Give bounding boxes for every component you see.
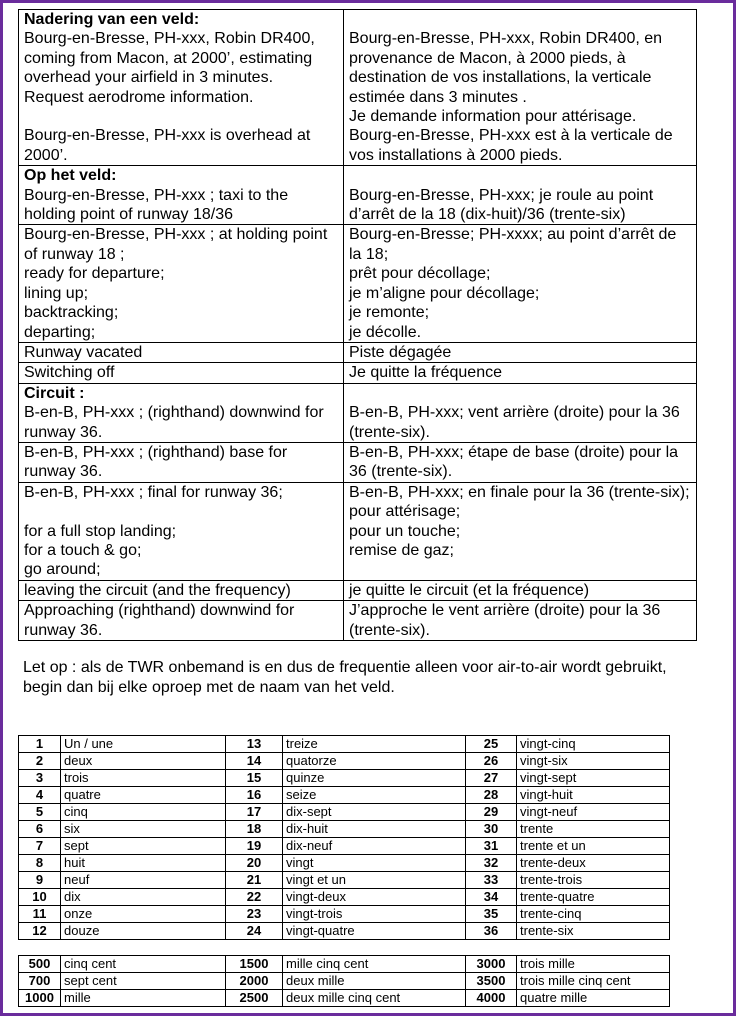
- phrase-french: B-en-B, PH-xxx; étape de base (droite) pour la 36 (trente-six).: [344, 442, 697, 482]
- number-word: dix-sept: [283, 804, 466, 821]
- phrase-english-text: B-en-B, PH-xxx ; final for runway 36; for a full stop landing; for a touch & go; go around;: [24, 483, 283, 579]
- phrase-english-text: Bourg-en-Bresse, PH-xxx, Robin DR400, coming from Macon, at 2000’, estimating overhead your airfield in 3 minutes. Request aerodrome information. Bourg-en-Bresse, PH-xxx is overhead at 2000’.: [24, 30, 315, 164]
- number-value: 14: [226, 753, 283, 770]
- number-value: 30: [466, 821, 517, 838]
- phrase-english-text: B-en-B, PH-xxx ; (righthand) downwind for runway 36.: [24, 404, 329, 441]
- phrase-row: [19, 363, 697, 383]
- numbers-row: [19, 787, 670, 804]
- hundreds-row: [19, 990, 670, 1007]
- phrase-row: [19, 601, 697, 641]
- number-value: 4000: [466, 990, 517, 1007]
- number-value: 24: [226, 923, 283, 940]
- document-body: [18, 9, 697, 698]
- number-value: 13: [226, 736, 283, 753]
- number-value: 19: [226, 838, 283, 855]
- phrase-french: Bourg-en-Bresse; PH-xxxx; au point d’arrêt de la 18; prêt pour décollage; je m’aligne pour décollage; je remonte; je décolle.: [344, 225, 697, 342]
- number-value: 15: [226, 770, 283, 787]
- phrase-french: je quitte le circuit (et la fréquence): [344, 580, 697, 600]
- number-word: trente et un: [517, 838, 670, 855]
- phrase-english: [19, 442, 344, 482]
- phrase-french: Bourg-en-Bresse, PH-xxx, Robin DR400, en provenance de Macon, à 2000 pieds, à destination de vos installations, la verticale estimée dans 3 minutes . Je demande information pour attérisage. Bourg-en-Bresse, PH-xxx est à la verticale de vos installations à 2000 pieds.: [344, 10, 697, 166]
- number-value: 8: [19, 855, 61, 872]
- hundreds-row: [19, 956, 670, 973]
- number-word: trente-cinq: [517, 906, 670, 923]
- section-title: Op het veld:: [24, 167, 117, 185]
- phrase-english: [19, 482, 344, 580]
- phrase-row: [19, 383, 697, 442]
- number-word: douze: [61, 923, 226, 940]
- number-value: 3500: [466, 973, 517, 990]
- phrase-english: [19, 383, 344, 442]
- number-word: sept cent: [61, 973, 226, 990]
- number-word: trente-trois: [517, 872, 670, 889]
- number-word: mille: [61, 990, 226, 1007]
- number-value: 34: [466, 889, 517, 906]
- number-word: trente: [517, 821, 670, 838]
- numbers-row: [19, 838, 670, 855]
- phrase-row: [19, 482, 697, 580]
- number-value: 23: [226, 906, 283, 923]
- number-value: 10: [19, 889, 61, 906]
- number-word: trente-six: [517, 923, 670, 940]
- number-value: 700: [19, 973, 61, 990]
- number-word: quatorze: [283, 753, 466, 770]
- number-word: neuf: [61, 872, 226, 889]
- number-value: 12: [19, 923, 61, 940]
- number-value: 22: [226, 889, 283, 906]
- number-value: 26: [466, 753, 517, 770]
- numbers-row: [19, 736, 670, 753]
- number-word: vingt-six: [517, 753, 670, 770]
- phrase-english: [19, 166, 344, 225]
- number-word: quatre mille: [517, 990, 670, 1007]
- numbers-table: [18, 735, 670, 940]
- number-word: seize: [283, 787, 466, 804]
- phrase-french: B-en-B, PH-xxx; en finale pour la 36 (trente-six); pour attérisage; pour un touche; remise de gaz;: [344, 482, 697, 580]
- phrase-english: [19, 580, 344, 600]
- number-value: 32: [466, 855, 517, 872]
- phrase-row: [19, 442, 697, 482]
- number-value: 36: [466, 923, 517, 940]
- phrase-row: [19, 225, 697, 342]
- hundreds-table: [18, 955, 670, 1007]
- number-word: cinq: [61, 804, 226, 821]
- number-word: vingt et un: [283, 872, 466, 889]
- number-word: Un / une: [61, 736, 226, 753]
- phrase-french: J’approche le vent arrière (droite) pour la 36 (trente-six).: [344, 601, 697, 641]
- number-word: onze: [61, 906, 226, 923]
- number-value: 28: [466, 787, 517, 804]
- number-word: vingt-cinq: [517, 736, 670, 753]
- numbers-row: [19, 889, 670, 906]
- phrase-french: Piste dégagée: [344, 342, 697, 362]
- number-word: six: [61, 821, 226, 838]
- number-word: vingt-trois: [283, 906, 466, 923]
- number-word: vingt-neuf: [517, 804, 670, 821]
- phrase-english-text: Switching off: [24, 364, 115, 382]
- phrase-english-text: Bourg-en-Bresse, PH-xxx ; taxi to the holding point of runway 18/36: [24, 186, 293, 224]
- number-word: dix-neuf: [283, 838, 466, 855]
- numbers-row: [19, 923, 670, 940]
- phrase-table: [18, 9, 697, 641]
- phrase-french: Je quitte la fréquence: [344, 363, 697, 383]
- number-value: 500: [19, 956, 61, 973]
- numbers-row: [19, 855, 670, 872]
- phrase-french: Bourg-en-Bresse, PH-xxx; je roule au point d’arrêt de la 18 (dix-huit)/36 (trente-six): [344, 166, 697, 225]
- numbers-row: [19, 872, 670, 889]
- number-value: 21: [226, 872, 283, 889]
- phrase-english-text: leaving the circuit (and the frequency): [24, 581, 291, 599]
- hundreds-row: [19, 973, 670, 990]
- phrase-english: [19, 225, 344, 342]
- number-value: 1000: [19, 990, 61, 1007]
- section-title: Nadering van een veld:: [24, 11, 200, 28]
- number-value: 2500: [226, 990, 283, 1007]
- numbers-row: [19, 821, 670, 838]
- number-value: 5: [19, 804, 61, 821]
- number-value: 6: [19, 821, 61, 838]
- number-value: 9: [19, 872, 61, 889]
- note-paragraph: Let op : als de TWR onbemand is en dus de frequentie alleen voor air-to-air wordt gebruikt, begin dan bij elke oproep met de naam van het veld.: [23, 659, 667, 696]
- number-word: sept: [61, 838, 226, 855]
- number-value: 18: [226, 821, 283, 838]
- number-value: 1500: [226, 956, 283, 973]
- number-word: vingt-deux: [283, 889, 466, 906]
- number-value: 7: [19, 838, 61, 855]
- number-value: 3: [19, 770, 61, 787]
- number-word: treize: [283, 736, 466, 753]
- number-value: 1: [19, 736, 61, 753]
- phrase-english-text: B-en-B, PH-xxx ; (righthand) base for runway 36.: [24, 443, 292, 481]
- phrase-row: [19, 342, 697, 362]
- number-value: 4: [19, 787, 61, 804]
- number-word: huit: [61, 855, 226, 872]
- number-value: 11: [19, 906, 61, 923]
- number-value: 25: [466, 736, 517, 753]
- number-word: trois: [61, 770, 226, 787]
- phrase-english: [19, 10, 344, 166]
- number-value: 20: [226, 855, 283, 872]
- phrase-english: [19, 601, 344, 641]
- number-word: trente-quatre: [517, 889, 670, 906]
- number-word: vingt-sept: [517, 770, 670, 787]
- number-word: deux mille: [283, 973, 466, 990]
- phrase-french: B-en-B, PH-xxx; vent arrière (droite) pour la 36 (trente-six).: [344, 383, 697, 442]
- phrase-english-text: Bourg-en-Bresse, PH-xxx ; at holding point of runway 18 ; ready for departure; lining up; backtracking; departing;: [24, 226, 328, 341]
- section-title: Circuit :: [24, 384, 85, 402]
- number-word: quatre: [61, 787, 226, 804]
- numbers-row: [19, 906, 670, 923]
- number-value: 16: [226, 787, 283, 804]
- number-word: dix-huit: [283, 821, 466, 838]
- number-word: mille cinq cent: [283, 956, 466, 973]
- number-value: 35: [466, 906, 517, 923]
- number-word: cinq cent: [61, 956, 226, 973]
- numbers-row: [19, 804, 670, 821]
- number-value: 33: [466, 872, 517, 889]
- number-word: trente-deux: [517, 855, 670, 872]
- numbers-row: [19, 753, 670, 770]
- phrase-row: [19, 10, 697, 166]
- number-word: vingt-quatre: [283, 923, 466, 940]
- number-word: dix: [61, 889, 226, 906]
- phrase-row: [19, 166, 697, 225]
- number-word: quinze: [283, 770, 466, 787]
- numbers-row: [19, 770, 670, 787]
- number-value: 29: [466, 804, 517, 821]
- number-word: vingt-huit: [517, 787, 670, 804]
- number-value: 17: [226, 804, 283, 821]
- number-value: 31: [466, 838, 517, 855]
- phrase-row: [19, 580, 697, 600]
- phrase-english-text: Runway vacated: [24, 343, 143, 361]
- number-value: 2: [19, 753, 61, 770]
- number-value: 3000: [466, 956, 517, 973]
- number-value: 27: [466, 770, 517, 787]
- phrase-english-text: Approaching (righthand) downwind for runway 36.: [24, 602, 299, 639]
- number-word: trois mille cinq cent: [517, 973, 670, 990]
- number-word: deux: [61, 753, 226, 770]
- phrase-english: [19, 342, 344, 362]
- phrase-english: [19, 363, 344, 383]
- number-word: vingt: [283, 855, 466, 872]
- number-word: deux mille cinq cent: [283, 990, 466, 1007]
- number-word: trois mille: [517, 956, 670, 973]
- number-value: 2000: [226, 973, 283, 990]
